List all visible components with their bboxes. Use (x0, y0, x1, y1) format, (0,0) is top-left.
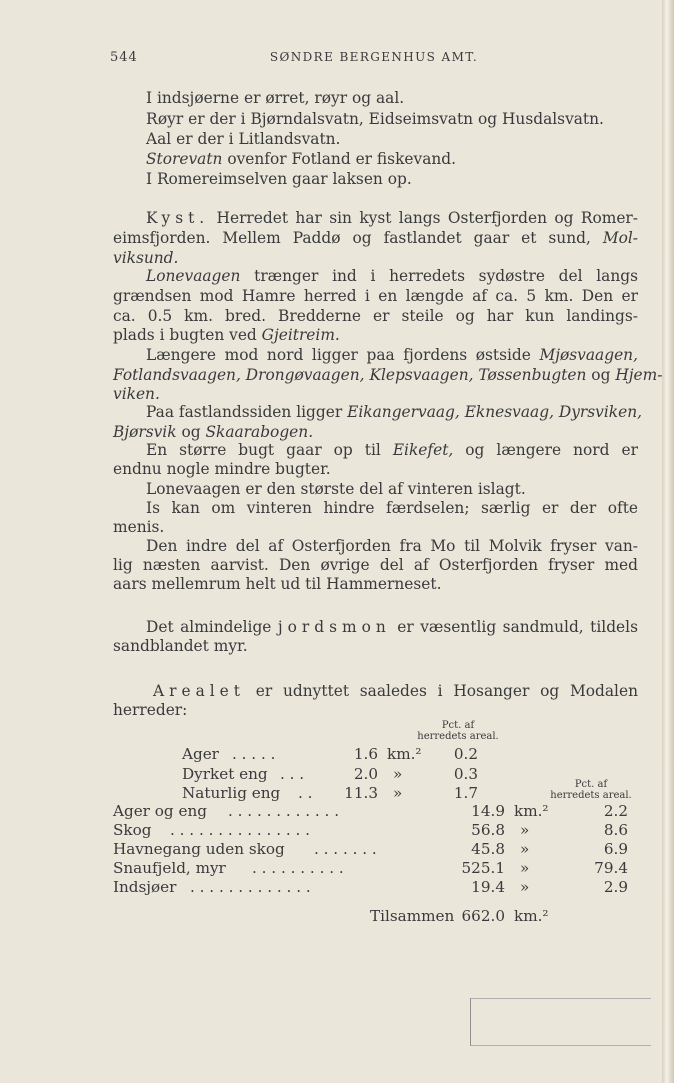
area-value: 11.3 (344, 784, 378, 802)
text-line: sandblandet myr. (113, 637, 248, 655)
text-fragment: eimsfjorden. Mellem Paddø og fastlandet gaar et sund, (113, 229, 603, 247)
spaced-term: jordsmon (277, 618, 391, 636)
leader-dots: . . . . . . . . . . . . . (190, 878, 311, 896)
leader-dots: . . . . . . . . . . . . . . . (170, 821, 311, 839)
percent-value: 8.6 (603, 821, 628, 839)
text-line: grændsen mod Hamre herred i en længde af ca. 5 km. Den er (113, 287, 638, 305)
text-line: aars mellemrum helt ud til Hammerneset. (113, 575, 442, 593)
column-header-line: Pct. af (574, 779, 608, 790)
text-line: I indsjøerne er ørret, røyr og aal. (146, 89, 405, 107)
text-line: viksund. (113, 249, 179, 267)
area-value: 1.6 (353, 745, 378, 763)
text-line: endnu nogle mindre bugter. (113, 460, 331, 478)
row-label: Dyrket eng (182, 765, 268, 783)
text-fragment: ovenfor Fotland er fiskevand. (222, 150, 457, 168)
total-unit: km.² (514, 907, 549, 925)
row-label: Havnegang uden skog (113, 840, 285, 858)
text-line: I Romereimselven gaar laksen op. (146, 170, 412, 188)
place-name: Eikefet, (392, 441, 454, 459)
area-value: 14.9 (471, 802, 505, 820)
text-line: Aal er der i Litlandsvatn. (146, 130, 341, 148)
row-label: Naturlig eng (182, 784, 281, 802)
text-line: Lonevaagen er den største del af vinteren islagt. (146, 480, 526, 498)
page-edge (662, 0, 674, 1083)
text-fragment: er væsentlig sandmuld, tildels (390, 618, 638, 636)
text-fragment: og (586, 366, 616, 384)
leader-dots: . . . . . (232, 745, 276, 763)
text-fragment: og (176, 423, 206, 441)
text-fragment: er udnyttet saaledes i Hosanger og Modalen (244, 682, 638, 700)
text-line: Den indre del af Osterfjorden fra Mo til Molvik fryser van- (146, 537, 638, 555)
leader-dots: . . . . . . . . . . (252, 859, 344, 877)
leader-dots: . . (298, 784, 313, 802)
row-label: Ager og eng (113, 802, 207, 820)
spaced-term: Arealet (153, 682, 245, 700)
place-name: Bjørsvik (113, 423, 177, 441)
text-fragment: Herredet har sin kyst langs Osterfjorden og Romer- (209, 209, 638, 227)
area-value: 19.4 (471, 878, 505, 896)
percent-value: 79.4 (594, 859, 628, 877)
text-fragment: Det almindelige (146, 618, 278, 636)
unit: » (520, 878, 530, 896)
percent-value: 1.7 (453, 784, 478, 802)
text-fragment: plads i bugten ved (113, 326, 262, 344)
place-name: Hjem- (615, 366, 663, 384)
column-header-line: herredets areal. (550, 790, 632, 801)
text-fragment: Længere mod nord ligger paa fjordens østside (146, 346, 540, 364)
column-header-line: Pct. af (441, 720, 475, 731)
total-label: Tilsammen (370, 907, 455, 925)
unit: km.² (514, 802, 549, 820)
row-label: Ager (182, 745, 219, 763)
place-name: Storevatn (146, 150, 223, 168)
leader-dots: . . . . . . . . . . . . (228, 802, 340, 820)
unit: » (393, 784, 403, 802)
place-name: Eikangervaag, Eknesvaag, Dyrsviken, (347, 403, 643, 421)
place-name: Fotlandsvaagen, Drongøvaagen, Klepsvaagen, Tøssenbugten (113, 366, 587, 384)
percent-value: 2.9 (603, 878, 628, 896)
page-title: SØNDRE BERGENHUS AMT. (269, 50, 479, 64)
text-line: viken. (113, 385, 160, 403)
text-line: menis. (113, 518, 165, 536)
place-name: Gjeitreim. (261, 326, 340, 344)
text-line: Is kan om vinteren hindre færdselen; særlig er der ofte (146, 499, 638, 517)
percent-value: 2.2 (603, 802, 628, 820)
percent-value: 6.9 (603, 840, 628, 858)
place-name: Skaarabogen. (205, 423, 314, 441)
column-header (538, 779, 644, 801)
text-line: ca. 0.5 km. bred. Bredderne er steile og har kun landings- (113, 307, 638, 325)
row-label: Indsjøer (113, 878, 177, 896)
leader-dots: . . . . . . . (314, 840, 377, 858)
place-name: Mjøsvaagen, (539, 346, 638, 364)
scan-mark (470, 998, 651, 1046)
percent-value: 0.3 (453, 765, 478, 783)
text-line: lig næsten aarvist. Den øvrige del af Osterfjorden fryser med (113, 556, 638, 574)
place-name: Mol- (602, 229, 638, 247)
leader-dots: . . . (280, 765, 305, 783)
column-header-line: herredets areal. (417, 731, 499, 742)
text-fragment: Paa fastlandssiden ligger (146, 403, 348, 421)
unit: » (520, 840, 530, 858)
text-fragment: og længere nord er (453, 441, 638, 459)
area-value: 45.8 (471, 840, 505, 858)
column-header (413, 720, 503, 742)
unit: » (520, 859, 530, 877)
area-value: 525.1 (461, 859, 505, 877)
page-number: 544 (110, 50, 138, 65)
area-value: 2.0 (353, 765, 378, 783)
text-line: Røyr er der i Bjørndalsvatn, Eidseimsvatn og Husdalsvatn. (146, 110, 604, 128)
row-label: Skog (113, 821, 152, 839)
area-value: 56.8 (471, 821, 505, 839)
percent-value: 0.2 (453, 745, 478, 763)
unit: » (393, 765, 403, 783)
unit: » (520, 821, 530, 839)
text-fragment: trænger ind i herredets sydøstre del langs (240, 267, 638, 285)
row-label: Snaufjeld, myr (113, 859, 226, 877)
place-name: Lonevaagen (146, 267, 241, 285)
unit: km.² (387, 745, 422, 763)
text-fragment: En større bugt gaar op til (146, 441, 393, 459)
text-line: herreder: (113, 701, 188, 719)
total-value: 662.0 (461, 907, 505, 925)
section-heading: Kyst. (146, 209, 210, 227)
